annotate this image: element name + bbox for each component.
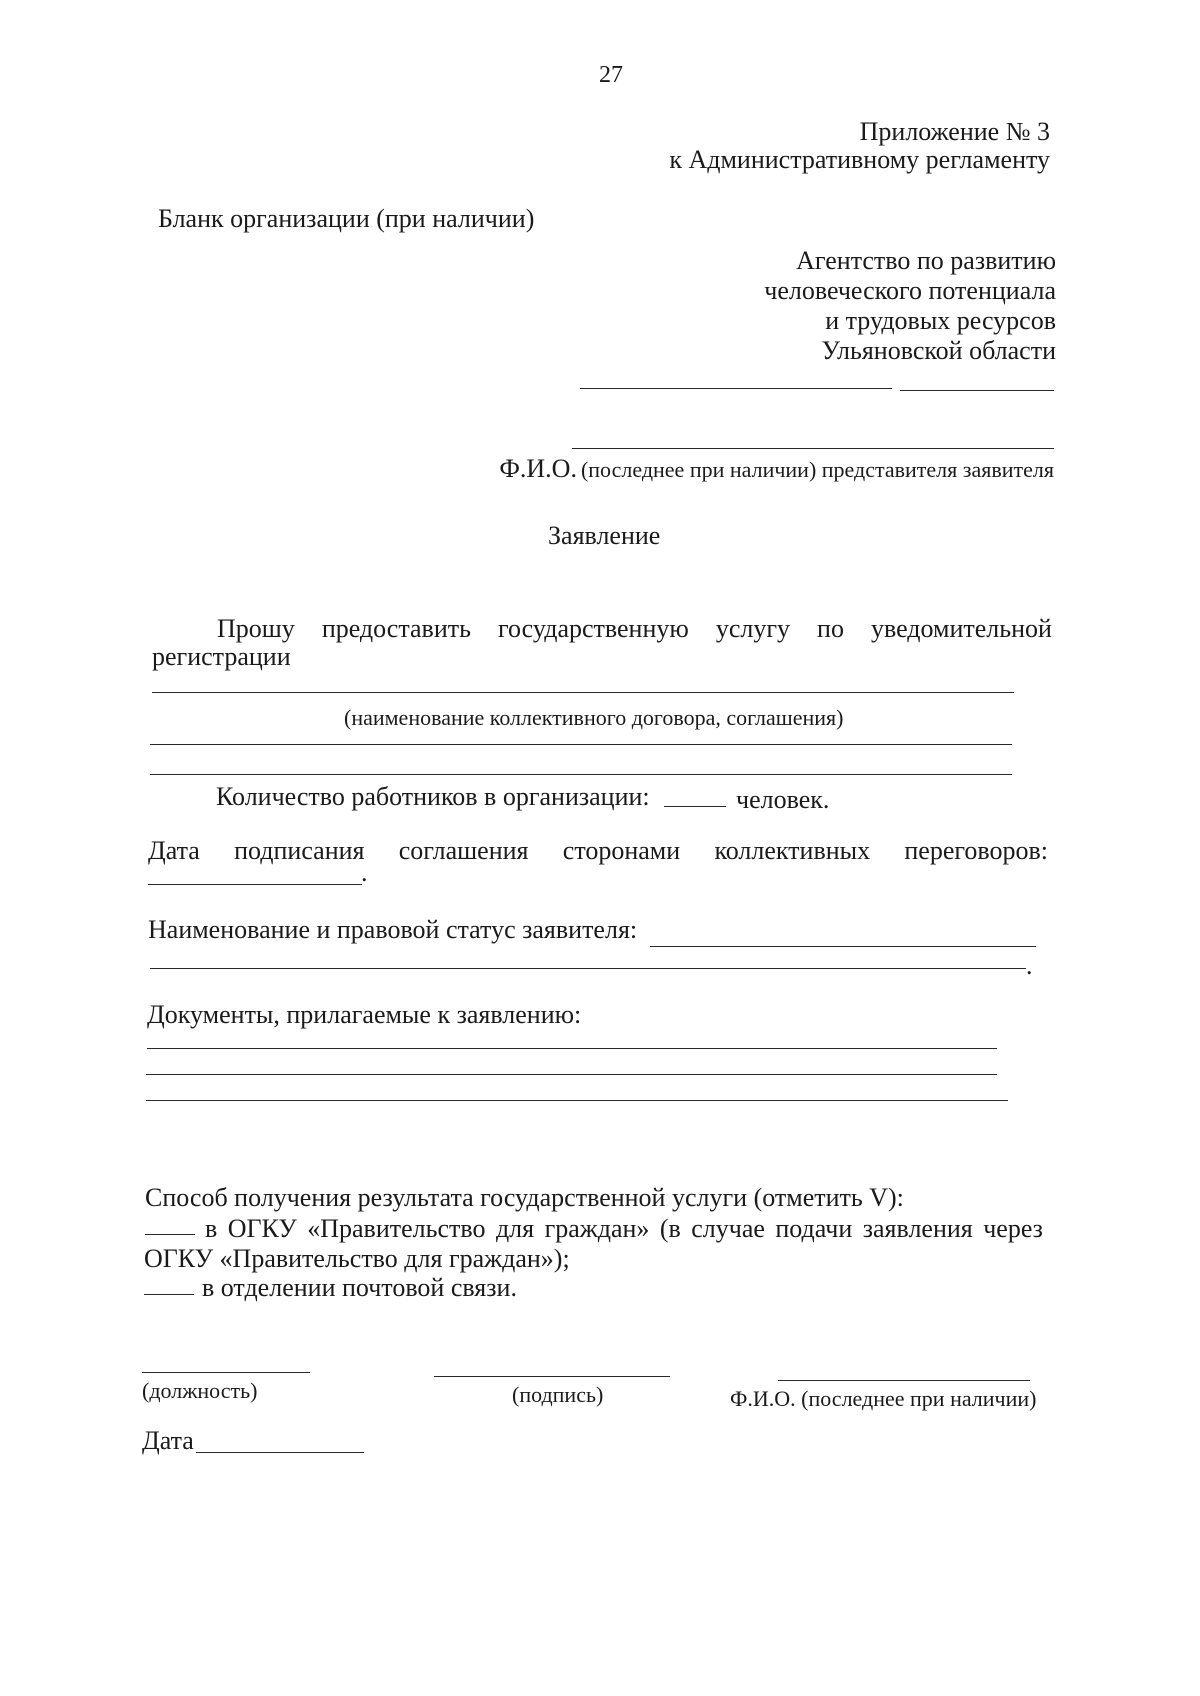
fio-caption: (последнее при наличии) представителя заявителя <box>580 457 1054 482</box>
documents-line <box>146 1074 997 1075</box>
signing-word: Дата <box>148 836 200 865</box>
signing-word: коллективных <box>714 836 871 865</box>
option-word: в <box>205 1214 218 1243</box>
addressee-line: Ульяновской области <box>821 336 1056 365</box>
fio-line <box>778 1380 1030 1381</box>
addressee-line: Агентство по развитию <box>796 246 1056 275</box>
appendix-subtitle: к Административному регламенту <box>669 145 1050 174</box>
option-word: граждан» <box>544 1214 650 1243</box>
option-word: ОГКУ <box>227 1214 297 1243</box>
signature-caption: (подпись) <box>512 1382 604 1407</box>
applicant-status-label: Наименование и правовой статус заявителя: <box>148 915 638 944</box>
request-word: предоставить <box>321 614 471 643</box>
option-checkbox-line[interactable] <box>145 1234 195 1235</box>
result-method-heading: Способ получения результата государственной услуги (отметить V): <box>145 1183 904 1212</box>
appendix-title: Приложение № 3 <box>859 117 1050 146</box>
option-word: подачи <box>775 1214 853 1243</box>
signing-word: соглашения <box>398 836 529 865</box>
document-title: Заявление <box>548 521 661 550</box>
result-option-1-cont: ОГКУ «Правительство для граждан»); <box>144 1244 570 1273</box>
documents-line <box>147 1048 997 1049</box>
documents-label: Документы, прилагаемые к заявлению: <box>147 1000 582 1029</box>
date-line <box>196 1452 364 1453</box>
agreement-name-line <box>150 774 1012 775</box>
signing-word: сторонами <box>562 836 681 865</box>
option-checkbox-line[interactable] <box>144 1294 194 1295</box>
representative-fio-line <box>572 448 1054 449</box>
agreement-name-line <box>150 744 1012 745</box>
workers-count-line <box>664 806 726 807</box>
request-word: уведомительной <box>870 614 1052 643</box>
position-line <box>142 1372 310 1373</box>
page-number: 27 <box>599 62 623 88</box>
fio-label: Ф.И.О. <box>499 454 577 483</box>
agreement-caption: (наименование коллективного договора, соглашения) <box>344 705 844 730</box>
signing-word: подписания <box>234 836 365 865</box>
workers-unit: человек. <box>736 785 830 814</box>
addressee-blank-line <box>900 390 1054 391</box>
option-word: заявления <box>862 1214 973 1243</box>
applicant-status-line <box>150 968 1026 969</box>
agreement-name-line <box>152 692 1014 693</box>
request-word: государственную <box>498 614 689 643</box>
result-option-2: в отделении почтовой связи. <box>202 1273 517 1302</box>
workers-label: Количество работников в организации: <box>216 782 650 811</box>
org-blank-label: Бланк организации (при наличии) <box>158 204 535 233</box>
addressee-line: человеческого потенциала <box>764 276 1056 305</box>
option-word: случае <box>691 1214 765 1243</box>
option-word: «Правительство <box>307 1214 486 1243</box>
option-word: для <box>495 1214 535 1243</box>
result-option-1 <box>205 1214 1043 1244</box>
option-word: (в <box>659 1214 681 1243</box>
applicant-status-end: . <box>1026 951 1033 980</box>
addressee-line: и трудовых ресурсов <box>825 306 1056 335</box>
fio-caption-bottom: Ф.И.О. (последнее при наличии) <box>730 1386 1037 1411</box>
signing-date-end: . <box>361 858 368 887</box>
request-word: услугу <box>715 614 791 643</box>
request-word: по <box>817 614 844 643</box>
option-word: через <box>983 1214 1043 1243</box>
request-line-1 <box>217 614 1052 644</box>
request-line-2: регистрации <box>152 642 291 671</box>
representative-caption <box>499 454 1054 484</box>
request-word: Прошу <box>217 614 295 643</box>
signature-line <box>434 1376 670 1377</box>
signing-date-line <box>148 836 1048 866</box>
addressee-blank-line <box>580 388 892 389</box>
applicant-status-line <box>650 946 1036 947</box>
signing-word: переговоров: <box>904 836 1048 865</box>
signing-date-line-blank <box>148 884 362 885</box>
date-label: Дата <box>142 1426 194 1455</box>
position-caption: (должность) <box>142 1378 258 1403</box>
documents-line <box>146 1100 1008 1101</box>
